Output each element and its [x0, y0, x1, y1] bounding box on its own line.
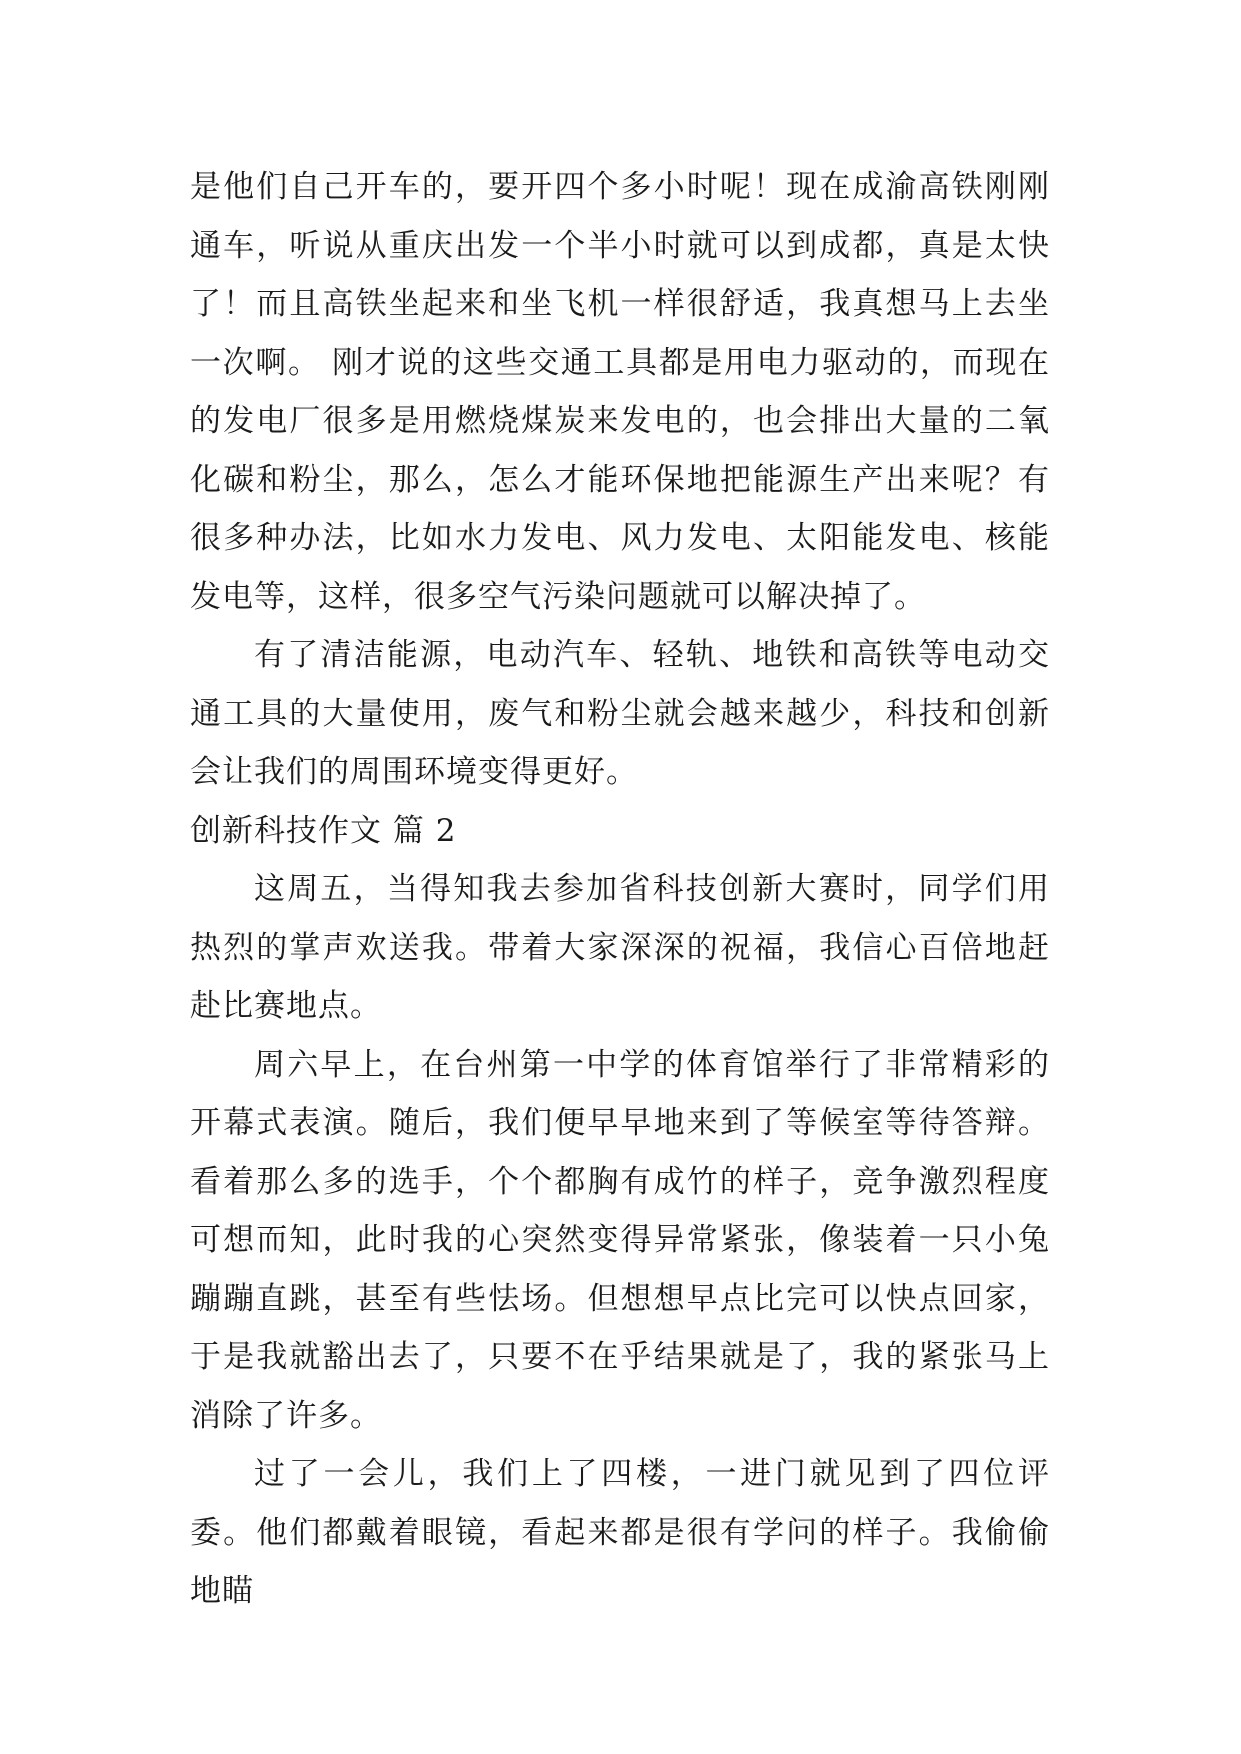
paragraph-clean-energy: 有了清洁能源，电动汽车、轻轨、地铁和高铁等电动交通工具的大量使用，废气和粉尘就会越来越少，科技和创新会让我们的周围环境变得更好。 — [190, 637, 1050, 790]
paragraph-continued: 是他们自己开车的，要开四个多小时呢！现在成渝高铁刚刚通车，听说从重庆出发一个半小时就可以到成都，真是太快了！而且高铁坐起来和坐飞机一样很舒适，我真想马上去坐一次啊。 刚才说的这些交通工具都是用电力驱动的，而现在的发电厂很多是用燃烧煤炭来发电的，也会排出大量的二氧化碳和粉尘，那么，怎么才能环保地把能源生产出来呢？有很多种办法，比如水力发电、风力发电、太阳能发电、核能发电等，这样，很多空气污染问题就可以解决掉了。 — [190, 169, 1050, 615]
paragraph-friday: 这周五，当得知我去参加省科技创新大赛时，同学们用热烈的掌声欢送我。带着大家深深的祝福，我信心百倍地赶赴比赛地点。 — [190, 871, 1050, 1024]
section-heading: 创新科技作文 篇 2 — [190, 812, 457, 849]
paragraph-judges: 过了一会儿，我们上了四楼，一进门就见到了四位评委。他们都戴着眼镜，看起来都是很有学问的样子。我偷偷地瞄 — [190, 1456, 1050, 1609]
document-page — [190, 158, 1050, 1621]
paragraph-saturday: 周六早上，在台州第一中学的体育馆举行了非常精彩的开幕式表演。随后，我们便早早地来到了等候室等待答辩。看着那么多的选手，个个都胸有成竹的样子，竞争激烈程度可想而知，此时我的心突然变得异常紧张，像装着一只小兔蹦蹦直跳，甚至有些怯场。但想想早点比完可以快点回家，于是我就豁出去了，只要不在乎结果就是了，我的紧张马上消除了许多。 — [190, 1046, 1050, 1434]
